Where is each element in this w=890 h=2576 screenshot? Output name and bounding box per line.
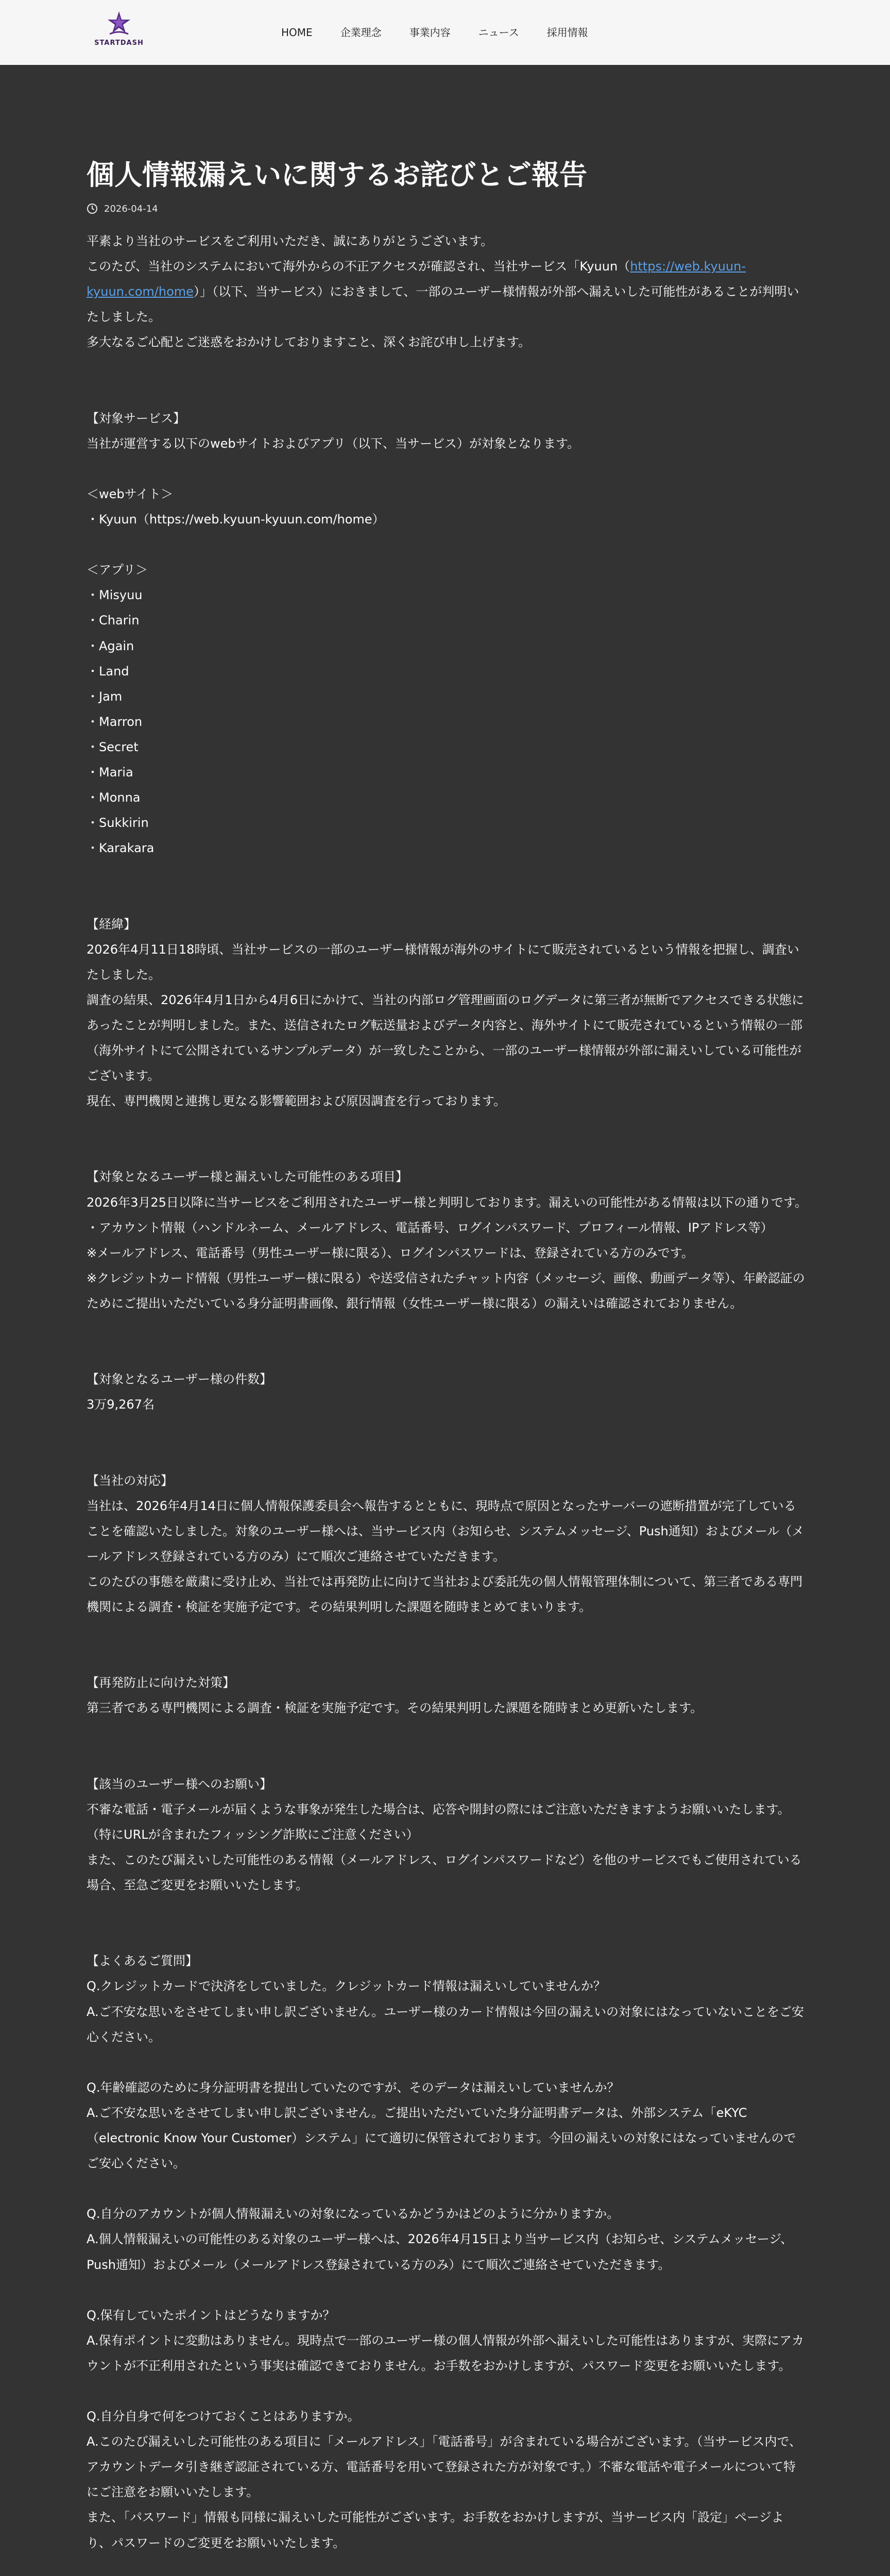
- body-line: 現在、専門機関と連携し更なる影響範囲および原因調査を行っております。: [87, 1094, 506, 1109]
- body-line: [87, 1747, 808, 1772]
- body-line: [87, 886, 808, 911]
- body-line: [87, 1114, 808, 1139]
- nav-recruit[interactable]: 採用情報: [546, 26, 588, 39]
- body-line: 【対象サービス】: [87, 411, 185, 426]
- body-line: [87, 2278, 808, 2303]
- body-line: 調査の結果、2026年4月1日から4月6日にかけて、当社の内部ログ管理画面のログデータに第三者が無断でアクセスできる状態にあったことが判明しました。また、送信されたログ転送量およびデータ内容と、海外サイトにて販売されているという情報の一部（海外サイトにて公開されているサンプルデータ）が一致したことから、一部のユーザー様情報が外部に漏えいしている可能性がございます。: [87, 992, 804, 1083]
- body-line: ・Charin: [87, 613, 140, 628]
- post-date-row: [87, 203, 808, 214]
- clock-icon: [87, 203, 98, 214]
- body-link[interactable]: https://web.kyuun-kyuun.com/home: [87, 259, 746, 299]
- body-line: 当社が運営する以下のwebサイトおよびアプリ（以下、当サービス）が対象となります。: [87, 436, 580, 451]
- nav-business[interactable]: 事業内容: [409, 26, 451, 39]
- body-line: ・アカウント情報（ハンドルネーム、メールアドレス、電話番号、ログインパスワード、プロフィール情報、IPアドレス等）: [87, 1220, 773, 1235]
- body-line: ・Secret: [87, 739, 139, 754]
- site-logo[interactable]: [91, 10, 147, 47]
- body-line: 【対象となるユーザー様の件数】: [87, 1372, 272, 1387]
- body-line: 平素より当社のサービスをご利用いただき、誠にありがとうございます。: [87, 234, 493, 248]
- body-line: 【該当のユーザー様へのお願い】: [87, 1776, 272, 1791]
- body-text-span: このたび、当社のシステムにおいて海外からの不正アクセスが確認され、当社サービス「Kyuun（: [87, 259, 630, 274]
- body-line: [87, 456, 808, 482]
- nav-philosophy[interactable]: 企業理念: [340, 26, 382, 39]
- body-line: [87, 1898, 808, 1923]
- body-line: Q.保有していたポイントはどうなりますか？: [87, 2308, 335, 2323]
- body-line: [87, 532, 808, 557]
- nav-home[interactable]: HOME: [281, 26, 313, 39]
- logo-text: STARTDASH: [94, 39, 144, 47]
- body-line: また、このたび漏えいした可能性のある情報（メールアドレス、ログインパスワードなど）を他のサービスでもご使用されている場合、至急ご変更をお願いいたします。: [87, 1853, 802, 1893]
- body-line: Q.自分のアカウントが個人情報漏えいの対象になっているかどうかはどのように分かりますか。: [87, 2207, 620, 2222]
- body-line: 第三者である専門機関による調査・検証を実施予定です。その結果判明した課題を随時まとめ更新いたします。: [87, 1701, 703, 1716]
- body-line: 【経緯】: [87, 917, 136, 931]
- body-line: [87, 1923, 808, 1948]
- body-line: ＜webサイト＞: [87, 486, 173, 501]
- body-line: このたびの事態を厳粛に受け止め、当社では再発防止に向けて当社および委託先の個人情報管理体制について、第三者である専門機関による調査・検証を実施予定です。その結果判明した課題を随時まとめてまいります。: [87, 1574, 803, 1615]
- body-line: A.保有ポイントに変動はありません。現時点で一部のユーザー様の個人情報が外部へ漏えいした可能性はありますが、実際にアカウントが不正利用されたという事実は確認できておりません。お手数をおかけしますが、パスワード変更をお願いいたします。: [87, 2333, 804, 2373]
- body-line: 3万9,267名: [87, 1397, 155, 1412]
- body-line: [87, 1316, 808, 1342]
- body-line: [87, 2176, 808, 2201]
- body-line: [87, 1721, 808, 1747]
- body-line: [87, 254, 808, 330]
- body-line: 【再発防止に向けた対策】: [87, 1675, 235, 1690]
- body-line: ※メールアドレス、電話番号（男性ユーザー様に限る）、ログインパスワードは、登録されている方のみです。: [87, 1245, 694, 1260]
- body-line: ＜アプリ＞: [87, 563, 148, 578]
- body-line: ・Again: [87, 638, 134, 653]
- body-line: ・Karakara: [87, 841, 155, 856]
- body-line: 【対象となるユーザー様と漏えいした可能性のある項目】: [87, 1170, 408, 1184]
- body-line: また、「パスワード」情報も同様に漏えいした可能性がございます。お手数をおかけしますが、当サービス内「設定」ページより、パスワードのご変更をお願いいたします。: [87, 2510, 784, 2550]
- body-line: ・Kyuun（https://web.kyuun-kyuun.com/home）: [87, 512, 385, 527]
- body-line: ・Misyuu: [87, 588, 143, 603]
- body-line: Q.年齢確認のために身分証明書を提出していたのですが、そのデータは漏えいしていませんか？: [87, 2080, 620, 2095]
- post-date: 2026-04-14: [104, 203, 158, 214]
- body-line: ※クレジットカード情報（男性ユーザー様に限る）や送受信されたチャット内容（メッセージ、画像、動画データ等）、年齢認証のためにご提出いただいている身分証明書画像、銀行情報（女性ユーザー様に限る）の漏えいは確認されておりません。: [87, 1270, 805, 1311]
- body-line: Q.自分自身で何をつけておくことはありますか。: [87, 2409, 360, 2424]
- body-line: 2026年4月11日18時頃、当社サービスの一部のユーザー様情報が海外のサイトにて販売されているという情報を把握し、調査いたしました。: [87, 942, 799, 982]
- site-header: [0, 0, 890, 65]
- body-line: ・Monna: [87, 790, 141, 805]
- body-line: 多大なるご心配とご迷惑をおかけしておりますこと、深くお詫び申し上げます。: [87, 335, 531, 350]
- body-line: 【よくあるご質問】: [87, 1954, 198, 1969]
- body-line: A.ご不安な思いをさせてしまい申し訳ございません。ユーザー様のカード情報は今回の漏えいの対象にはなっていないことをご安心ください。: [87, 2004, 805, 2044]
- body-line: [87, 1139, 808, 1164]
- body-line: [87, 1443, 808, 1468]
- body-line: 【当社の対応】: [87, 1473, 173, 1488]
- body-line: ・Jam: [87, 689, 123, 704]
- article-body: [87, 229, 808, 2576]
- body-line: [87, 861, 808, 886]
- body-line: ・Maria: [87, 765, 133, 779]
- page-title: 個人情報漏えいに関するお詫びとご報告: [87, 159, 587, 191]
- body-text-span: ）」（以下、当サービス）におきまして、一部のユーザー様情報が外部へ漏えいした可能性があることが判明いたしました。: [87, 284, 799, 325]
- body-line: [87, 1645, 808, 1670]
- body-line: [87, 1417, 808, 1443]
- body-line: [87, 2379, 808, 2404]
- body-line: 不審な電話・電子メールが届くような事象が発生した場合は、応答や開封の際にはご注意いただきますようお願いいたします。（特にURLが含まれたフィッシング詐欺にご注意ください）: [87, 1802, 790, 1842]
- body-line: [87, 2556, 808, 2576]
- startdash-logo-icon: [105, 10, 133, 37]
- body-line: [87, 2050, 808, 2075]
- body-line: [87, 355, 808, 380]
- body-line: Q.クレジットカードで決済をしていました。クレジットカード情報は漏えいしていませんか？: [87, 1979, 606, 1994]
- body-line: A.ご不安な思いをさせてしまい申し訳ございません。ご提出いただいていた身分証明書データは、外部システム「eKYC（electronic Know Your Customer）システム」にて適切に保管されております。今回の漏えいの対象にはなっていませんのでご安心ください。: [87, 2105, 796, 2171]
- body-line: A.個人情報漏えいの可能性のある対象のユーザー様へは、2026年4月15日より当サービス内（お知らせ、システムメッセージ、Push通知）およびメール（メールアドレス登録されている方のみ）にて順次ご連絡させていただきます。: [87, 2232, 793, 2272]
- body-line: [87, 1620, 808, 1645]
- header-nav: [281, 26, 588, 39]
- body-line: [87, 381, 808, 406]
- nav-news[interactable]: ニュース: [478, 26, 519, 39]
- article: [87, 155, 808, 2576]
- body-line: 当社は、2026年4月14日に個人情報保護委員会へ報告するとともに、現時点で原因となったサーバーの遮断措置が完了していることを確認いたしました。対象のユーザー様へは、当サービス内（お知らせ、システムメッセージ、Push通知）およびメール（メールアドレス登録されている方のみ）にて順次ご連絡させていただきます。: [87, 1498, 805, 1564]
- body-line: ・Sukkirin: [87, 816, 149, 831]
- body-line: 2026年3月25日以降に当サービスをご利用されたユーザー様と判明しております。漏えいの可能性がある情報は以下の通りです。: [87, 1195, 808, 1210]
- body-line: A.このたび漏えいした可能性のある項目に「メールアドレス」「電話番号」が含まれている場合がございます。（当サービス内で、アカウントデータ引き継ぎ認証されている方、電話番号を用いて登録された方が対象です。）不審な電話や電子メールについて特にご注意をお願いいたします。: [87, 2434, 802, 2500]
- body-line: [87, 1342, 808, 1367]
- body-line: ・Marron: [87, 714, 143, 729]
- body-line: ・Land: [87, 664, 129, 679]
